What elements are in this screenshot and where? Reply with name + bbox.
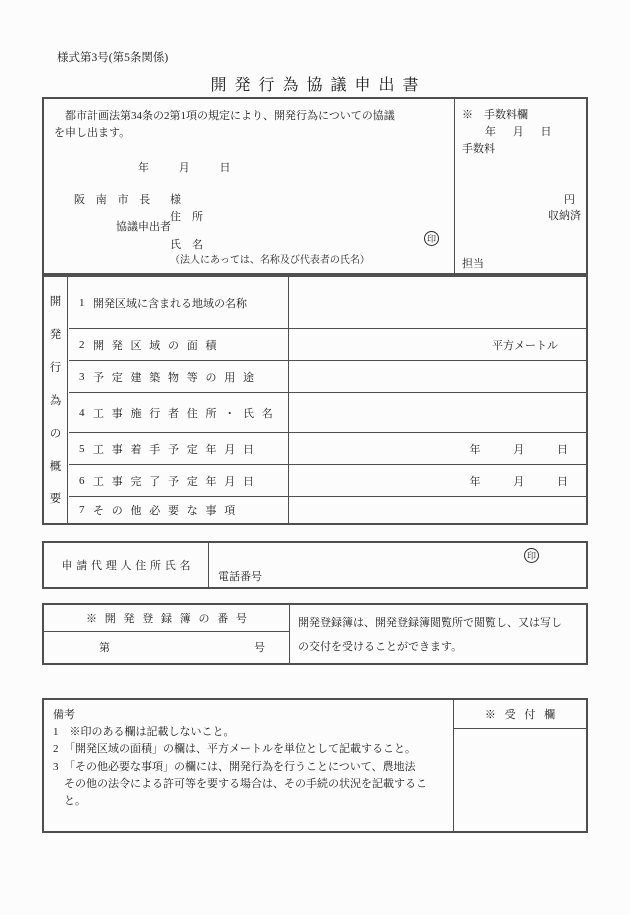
fee-box bbox=[454, 99, 586, 273]
applicant-address-label: 住 所 bbox=[170, 211, 203, 223]
row-value-cell: 年 月 日 bbox=[469, 443, 568, 456]
row-number: 2 bbox=[79, 338, 85, 351]
row-value-cell bbox=[289, 393, 586, 432]
remarks-note-line: と。 bbox=[53, 795, 86, 808]
receipt-cell bbox=[453, 700, 586, 831]
side-char: の bbox=[49, 427, 62, 440]
applicant-name-label: 氏 名 bbox=[170, 239, 203, 251]
registry-number-box bbox=[42, 603, 588, 665]
remarks-note-line: その他の法令による許可等を要する場合は、その手続の状況を記載するこ bbox=[53, 777, 427, 790]
row-number: 5 bbox=[79, 442, 85, 455]
fee-box-title: ※ 手数料欄 bbox=[462, 109, 528, 121]
fee-amount-label: 手数料 bbox=[462, 143, 495, 155]
side-char: 開 bbox=[49, 296, 62, 309]
side-char: 行 bbox=[49, 362, 62, 375]
row-value-cell: 平方メートル bbox=[492, 339, 558, 352]
row-number: 6 bbox=[79, 474, 85, 487]
remarks-note-line: 1 ※印のある欄は記載しないこと。 bbox=[53, 726, 235, 738]
row-label: 工 事 着 手 予 定 年 月 日 bbox=[93, 443, 254, 456]
side-char: 要 bbox=[49, 493, 62, 506]
registry-number-field bbox=[44, 632, 289, 662]
table-rows bbox=[69, 277, 586, 523]
application-date-field: 年 月 日 bbox=[138, 162, 231, 174]
remarks-notes bbox=[53, 724, 449, 810]
row-label: そ の 他 必 要 な 事 項 bbox=[93, 505, 236, 517]
agent-seal-icon: 印 bbox=[524, 548, 539, 563]
statement-line-1: 都市計画法第34条の2第1項の規定により、開発行為についての協議 bbox=[54, 110, 395, 122]
addressee-honorific: 様 bbox=[170, 194, 181, 206]
row-value-cell: 年 月 日 bbox=[469, 475, 568, 488]
agent-phone-label: 電話番号 bbox=[218, 571, 262, 583]
row-label: 開発区域に含まれる地域の名称 bbox=[93, 297, 247, 310]
row-label: 開 発 区 域 の 面 積 bbox=[93, 339, 217, 352]
row-number: 3 bbox=[79, 370, 85, 383]
remarks-box bbox=[42, 698, 588, 833]
registry-number-suffix: 号 bbox=[254, 642, 265, 654]
fee-date-field: 年 月 日 bbox=[485, 126, 552, 138]
agent-label: 申 請 代 理 人 住 所 氏 名 bbox=[44, 543, 209, 587]
table-row-building-use bbox=[69, 361, 586, 393]
row-label: 予 定 建 築 物 等 の 用 途 bbox=[93, 371, 254, 384]
fee-staff-label: 担当 bbox=[462, 258, 484, 270]
remarks-note-line: 3 「その他必要な事項」の欄には、開発行為を行うことについて、農地法 bbox=[53, 760, 416, 773]
table-side-label bbox=[44, 277, 68, 523]
fee-paid-label: 収納済 bbox=[548, 210, 581, 222]
side-char: 概 bbox=[49, 460, 62, 473]
row-label: 工 事 完 了 予 定 年 月 日 bbox=[93, 475, 254, 488]
table-row-other-items bbox=[69, 497, 586, 523]
table-row-completion-date bbox=[69, 465, 586, 497]
registry-note-line-1: 開発登録簿は、開発登録簿閲覧所で閲覧し、又は写し bbox=[298, 617, 562, 629]
addressee: 阪 南 市 長 bbox=[74, 194, 151, 206]
table-row-contractor bbox=[69, 393, 586, 433]
applicant-seal-icon: 印 bbox=[424, 231, 439, 246]
registry-number-prefix: 第 bbox=[99, 642, 110, 654]
table-row-start-date bbox=[69, 433, 586, 465]
fee-yen-label: 円 bbox=[564, 194, 575, 206]
development-summary-table bbox=[42, 275, 588, 525]
form-number: 様式第3号(第5条関係) bbox=[57, 52, 169, 64]
remarks-title: 備考 bbox=[53, 709, 75, 721]
table-row-area-size bbox=[69, 329, 586, 361]
remarks-note-line: 2 「開発区域の面積」の欄は、平方メートルを単位として記載すること。 bbox=[53, 743, 416, 756]
receipt-header: ※ 受 付 欄 bbox=[454, 700, 586, 729]
row-number: 7 bbox=[79, 504, 85, 516]
application-statement bbox=[54, 108, 446, 142]
header-box bbox=[42, 97, 588, 275]
side-char: 為 bbox=[49, 394, 62, 407]
side-char: 発 bbox=[49, 329, 62, 342]
row-number: 1 bbox=[79, 296, 85, 309]
statement-line-2: を申し出ます。 bbox=[54, 127, 131, 139]
applicant-label: 協議申出者 bbox=[116, 221, 171, 233]
table-row-area-name bbox=[69, 277, 586, 329]
registry-number-cell bbox=[44, 605, 290, 663]
row-number: 4 bbox=[79, 406, 85, 419]
agent-box bbox=[42, 541, 588, 589]
registry-note bbox=[298, 611, 583, 659]
corporate-note: （法人にあっては、名称及び代表者の氏名） bbox=[170, 255, 370, 266]
row-label: 工 事 施 行 者 住 所 ・ 氏 名 bbox=[93, 407, 273, 420]
row-value-cell bbox=[289, 277, 586, 328]
registry-note-line-2: の交付を受けることができます。 bbox=[298, 641, 463, 653]
row-value-cell bbox=[289, 497, 586, 523]
registry-number-header: ※ 開 発 登 録 簿 の 番 号 bbox=[44, 605, 289, 632]
row-value-cell bbox=[289, 361, 586, 392]
page-title: 開 発 行 為 協 議 申 出 書 bbox=[210, 77, 420, 94]
